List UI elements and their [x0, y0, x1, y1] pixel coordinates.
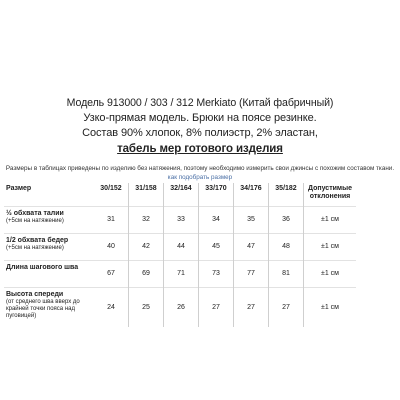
table-row	[4, 288, 356, 328]
table-cell: 45	[199, 234, 234, 261]
size-header-cell: 35/182	[269, 183, 304, 207]
table-cell: 77	[234, 261, 269, 288]
table-cell: 67	[94, 261, 129, 288]
size-table-header	[4, 183, 356, 207]
row-label: 1/2 обхвата бедер	[6, 237, 69, 244]
model-line: Модель 913000 / 303 / 312 Merkiato (Китай фабричный)	[66, 97, 334, 109]
size-header-cell: 31/158	[129, 183, 164, 207]
table-cell: 71	[164, 261, 199, 288]
size-note	[2, 165, 398, 182]
size-table	[4, 183, 356, 327]
table-cell: 81	[269, 261, 304, 288]
table-cell: 27	[269, 288, 304, 328]
table-row	[4, 261, 356, 288]
table-cell: 25	[129, 288, 164, 328]
size-note-text: Размеры в таблицах приведены по изделию без натяжения, поэтому необходимо измерить свои джинсы с похожим составом ткани.	[5, 165, 395, 172]
size-guide-link[interactable]: как подобрать размер	[167, 173, 233, 181]
table-cell: 47	[234, 234, 269, 261]
table-cell: 73	[199, 261, 234, 288]
table-cell: 69	[129, 261, 164, 288]
table-cell: 42	[129, 234, 164, 261]
row-sublabel: (+5см на натяжение)	[6, 218, 64, 224]
tolerance-cell: ±1 см	[304, 288, 357, 328]
row-label: ½ обхвата талии	[6, 210, 64, 217]
table-caption: табель мер готового изделия	[117, 143, 283, 155]
size-column-label: Размер	[6, 185, 32, 192]
tolerance-cell: ±1 см	[304, 207, 357, 234]
tolerance-cell: ±1 см	[304, 261, 357, 288]
table-cell: 31	[94, 207, 129, 234]
fit-line: Узко-прямая модель. Брюки на поясе резинке.	[83, 112, 317, 124]
size-header-cell: 34/176	[234, 183, 269, 207]
size-header-cell: 32/164	[164, 183, 199, 207]
size-header-cell: 30/152	[100, 185, 122, 192]
table-cell: 26	[164, 288, 199, 328]
table-cell: 24	[94, 288, 129, 328]
table-cell: 35	[234, 207, 269, 234]
row-sublabel: (+5см на натяжение)	[6, 245, 64, 251]
row-label: Длина шагового шва	[6, 264, 79, 271]
table-cell: 48	[269, 234, 304, 261]
table-cell: 27	[199, 288, 234, 328]
tolerance-header: Допустимые отклонения	[304, 183, 357, 207]
table-cell: 32	[129, 207, 164, 234]
table-row	[4, 234, 356, 261]
size-header-cell: 33/170	[199, 183, 234, 207]
table-cell: 40	[94, 234, 129, 261]
product-header	[0, 96, 400, 157]
table-cell: 44	[164, 234, 199, 261]
composition-line: Состав 90% хлопок, 8% полиэстр, 2% эластан,	[82, 127, 318, 139]
tolerance-cell: ±1 см	[304, 234, 357, 261]
table-cell: 36	[269, 207, 304, 234]
table-row	[4, 207, 356, 234]
row-label: Высота спереди	[6, 291, 64, 298]
table-cell: 34	[199, 207, 234, 234]
table-cell: 33	[164, 207, 199, 234]
row-sublabel: (от среднего шва вверх до крайней точки пояса над пуговицей)	[6, 299, 80, 319]
table-cell: 27	[234, 288, 269, 328]
